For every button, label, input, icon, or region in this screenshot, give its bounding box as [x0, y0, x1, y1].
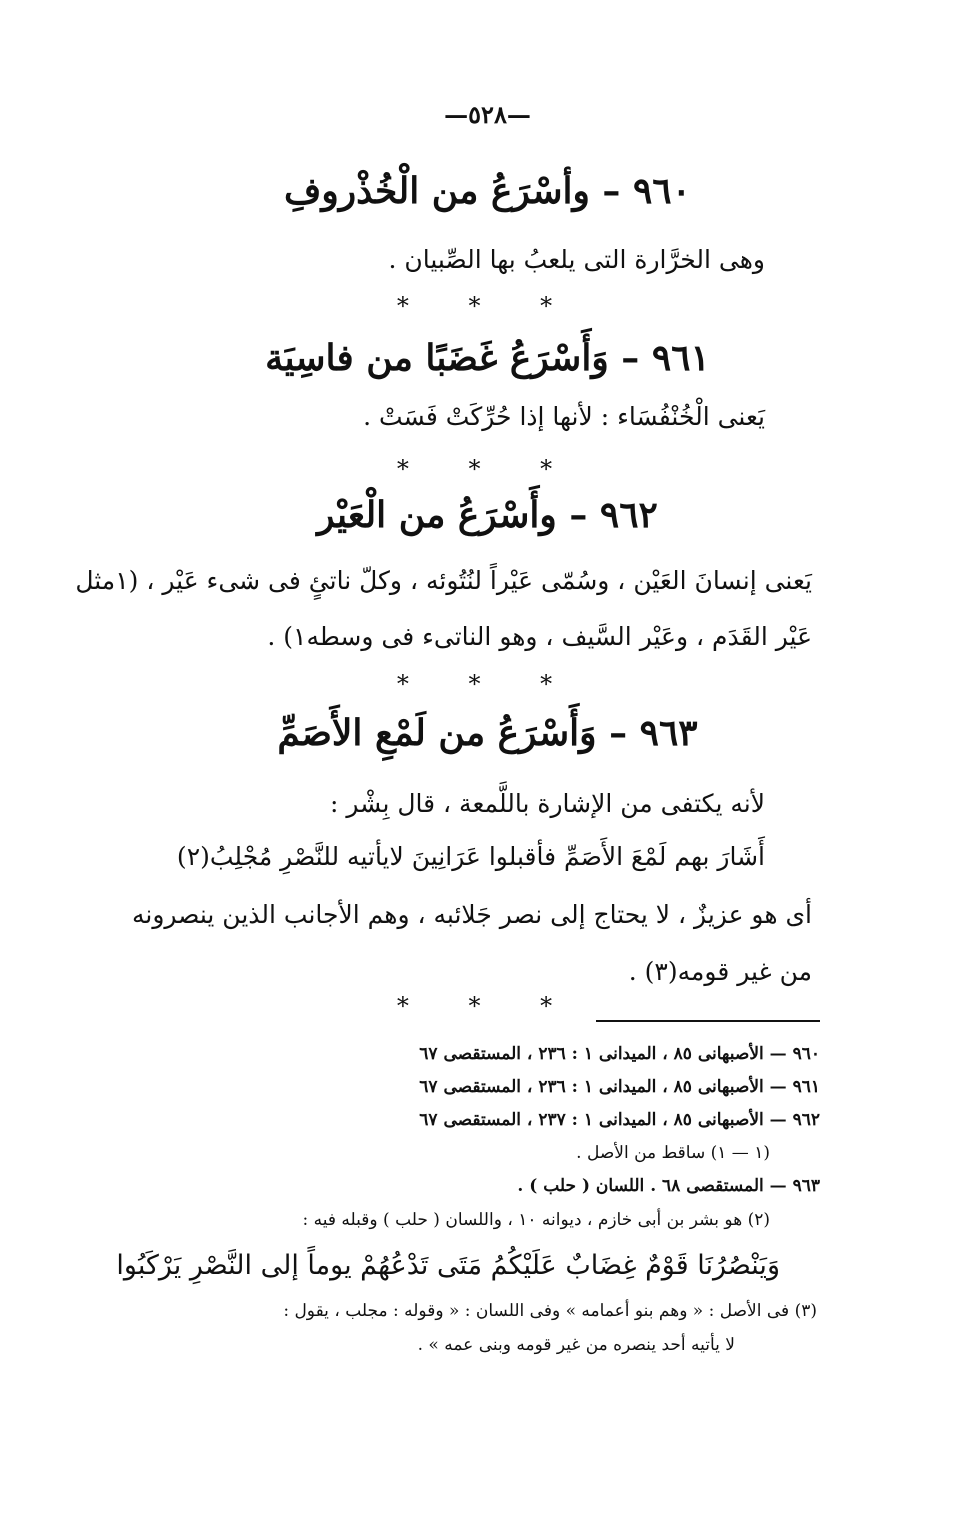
entry-960-heading: ٩٦٠ – وأسْرَعُ من الْخُذْروفِ	[284, 170, 691, 212]
footnote-3-line-1: (٣) فى الأصل : « وهم بنو أعمامه » وفى اللسان : « وقوله : مجلب ، يقول :	[283, 1301, 817, 1321]
footnote-961: ٩٦١ — الأصبهانى ٨٥ ، الميدانى ١ : ٢٣٦ ، المستقصى ٦٧	[419, 1077, 820, 1097]
entry-962-line-1: يَعنى إنسانَ العَيْن ، وسُمّى عَيْراً لنُتُوئه ، وكلّ ناتئٍ فى شىء عَيْر ، (١مثل	[75, 566, 812, 595]
entry-963-heading: ٩٦٣ – وَأَسْرَعُ من لَمْعِ الأَصَمِّ	[277, 712, 698, 754]
footnote-960: ٩٦٠ — الأصبهانى ٨٥ ، الميدانى ١ : ٢٣٦ ، المستقصى ٦٧	[419, 1044, 820, 1064]
entry-962-line-2: عَيْر القَدَم ، وعَيْر السَّيف ، وهو الناتىء فى وسطه١) .	[267, 622, 812, 651]
separator-stars-1: * * *	[396, 292, 579, 320]
footnote-3-line-2: لا يأتيه أحد ينصره من غير قومه وبنى عمه » .	[417, 1335, 735, 1355]
footnote-rule	[596, 1020, 820, 1022]
page-number: —٥٢٨—	[444, 100, 531, 129]
separator-stars-3: * * *	[396, 670, 579, 698]
entry-960-line-1: وهى الخرَّارة التى يلعبُ بها الصِّبيان .	[388, 245, 765, 274]
entry-962-heading: ٩٦٢ – وأَسْرَعُ من الْعَيْر	[317, 494, 658, 536]
footnote-verse: وَيَنْصُرُنَا قَوْمٌ غِضَابٌ عَلَيْكُمُ مَتَى تَدْعُهُمْ يوماً إلى النَّصْرِ يَرْكَبُوا	[116, 1250, 780, 1281]
entry-963-verse: أَشَارَ بهم لَمْعَ الأَصَمِّ فأقبلوا عَرَانِينَ لايأتيه للنَّصْرِ مُجْلِبُ(٢)	[176, 842, 765, 871]
entry-961-line-1: يَعنى الْخُنْفُسَاء : لأنها إذا حُرِّكَتْ فَسَتْ .	[363, 402, 765, 431]
separator-stars-2: * * *	[396, 455, 579, 483]
entry-963-line-4: من غير قومه(٣) .	[628, 957, 812, 986]
entry-961-heading: ٩٦١ – وَأَسْرَعُ غَضَبًا من فاسِيَة	[265, 337, 710, 379]
footnote-963: ٩٦٣ — المستقصى ٦٨ . اللسان ( حلب ) .	[517, 1176, 820, 1196]
footnote-962-sub: (١ — ١) ساقط من الأصل .	[576, 1143, 770, 1163]
entry-963-line-3: أى هو عزيزٌ ، لا يحتاج إلى نصر جَلائبه ، وهم الأجانب الذين ينصرونه	[131, 900, 812, 929]
separator-stars-4: * * *	[396, 992, 579, 1020]
footnote-2: (٢) هو بشر بن أبى خازم ، ديوانه ١٠ ، واللسان ( حلب ) وقبله فيه :	[302, 1210, 770, 1230]
footnote-962: ٩٦٢ — الأصبهانى ٨٥ ، الميدانى ١ : ٢٣٧ ، المستقصى ٦٧	[419, 1110, 820, 1130]
entry-963-line-1: لأنه يكتفى من الإشارة باللَّمعة ، قال بِشْر :	[329, 789, 765, 818]
